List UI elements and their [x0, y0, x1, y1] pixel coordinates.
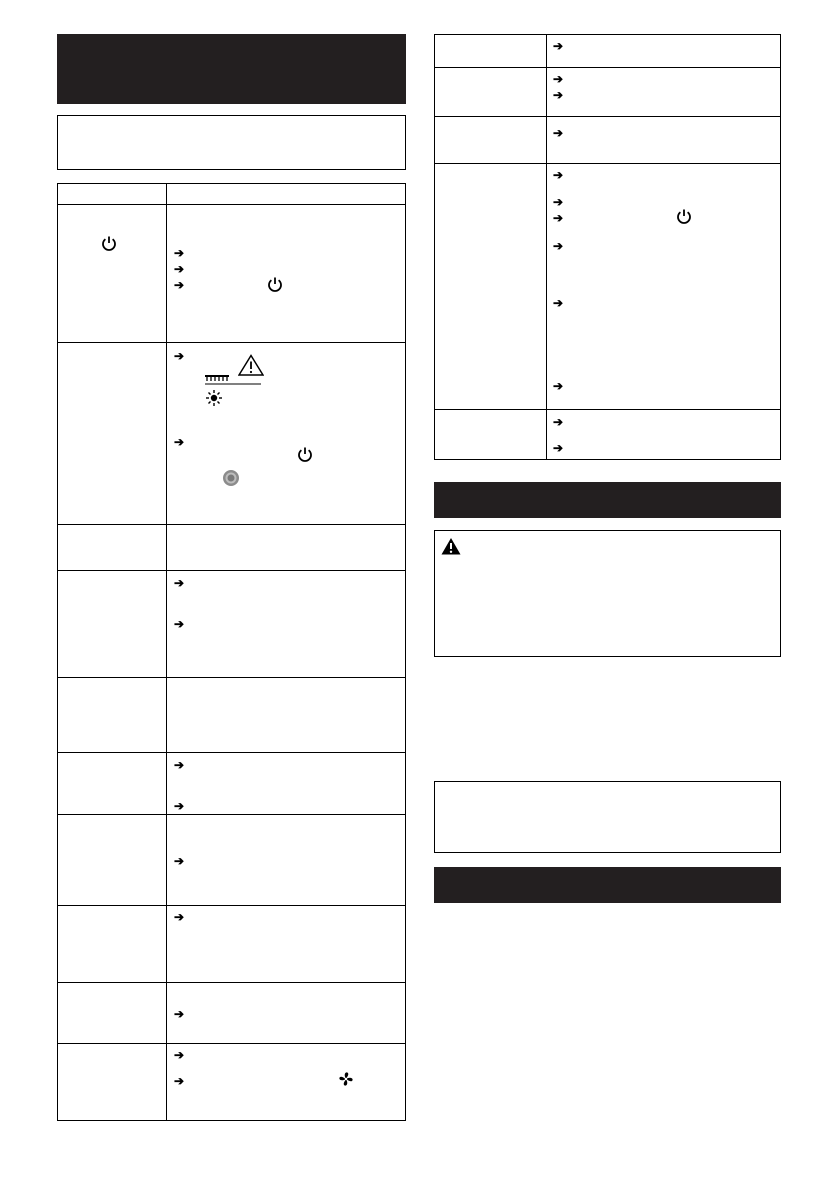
- arrow-bullet: ➔: [553, 239, 564, 253]
- arrow-bullet: ➔: [174, 435, 185, 449]
- arrow-bullet: ➔: [174, 1074, 185, 1088]
- fan-icon: [338, 1071, 354, 1087]
- arrow-bullet: ➔: [174, 349, 185, 363]
- arrow-bullet: ➔: [174, 799, 185, 813]
- arrow-bullet: ➔: [174, 1007, 185, 1021]
- warning-filled-icon: [441, 537, 461, 555]
- arrow-bullet: ➔: [553, 168, 564, 182]
- left-table-header-sep: [57, 204, 406, 205]
- arrow-bullet: ➔: [553, 72, 564, 86]
- arrow-bullet: ➔: [553, 126, 564, 140]
- warning-triangle-icon: [238, 354, 264, 376]
- arrow-bullet: ➔: [553, 379, 564, 393]
- arrow-bullet: ➔: [174, 246, 185, 260]
- warning-box: [434, 530, 781, 657]
- note-box-right: [434, 781, 781, 853]
- round-button-icon: [222, 469, 240, 487]
- arrow-bullet: ➔: [553, 88, 564, 102]
- arrow-bullet: ➔: [553, 195, 564, 209]
- section-header-bar-left: [57, 34, 406, 104]
- arrow-bullet: ➔: [174, 758, 185, 772]
- arrow-bullet: ➔: [553, 441, 564, 455]
- arrow-bullet: ➔: [174, 262, 185, 276]
- arrow-bullet: ➔: [553, 296, 564, 310]
- right-table-col-divider: [546, 34, 547, 460]
- light-icon: [205, 388, 223, 406]
- arrow-bullet: ➔: [174, 854, 185, 868]
- left-table-col-divider: [166, 183, 167, 1121]
- arrow-bullet: ➔: [553, 39, 564, 53]
- note-box-left: [57, 115, 406, 170]
- arrow-bullet: ➔: [553, 211, 564, 225]
- arrow-bullet: ➔: [174, 617, 185, 631]
- right-table: [434, 34, 781, 460]
- arrow-bullet: ➔: [174, 910, 185, 924]
- power-icon: [297, 446, 313, 463]
- heater-icon: [203, 374, 263, 386]
- left-table: [57, 183, 406, 1121]
- arrow-bullet: ➔: [174, 278, 185, 292]
- power-icon: [101, 235, 117, 252]
- arrow-bullet: ➔: [553, 415, 564, 429]
- arrow-bullet: ➔: [174, 576, 185, 590]
- arrow-bullet: ➔: [174, 1048, 185, 1062]
- section-header-bar-right-1: [434, 482, 781, 518]
- power-icon: [676, 208, 692, 225]
- section-header-bar-right-2: [434, 867, 781, 903]
- power-icon: [267, 276, 283, 293]
